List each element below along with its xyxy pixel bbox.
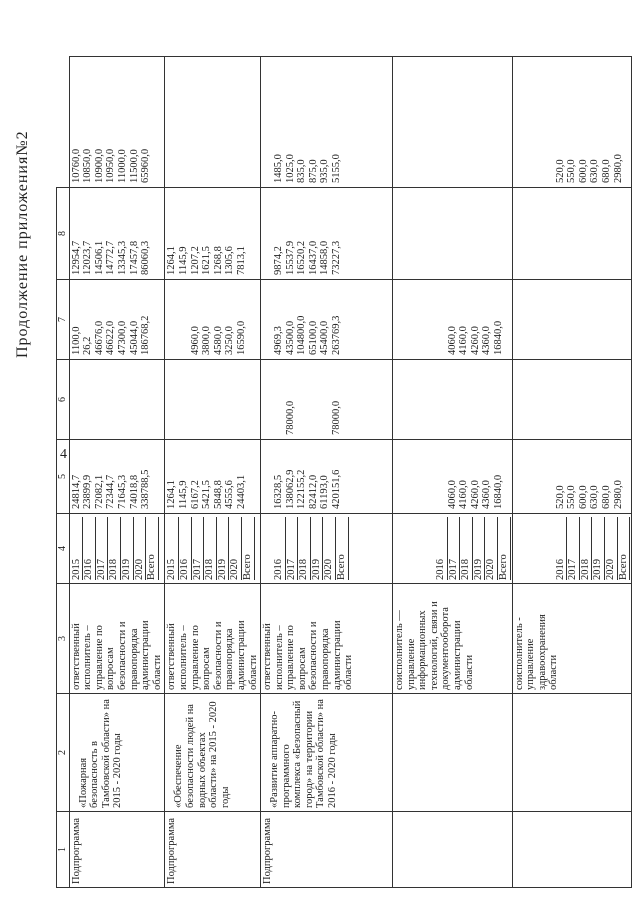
amount-cell <box>69 280 165 360</box>
year-label: 2017 <box>286 517 299 580</box>
amount-value: 1264,1 <box>166 480 178 509</box>
amount-cell <box>69 188 165 280</box>
program-row <box>512 57 632 888</box>
program-name <box>165 694 261 812</box>
executor <box>512 584 632 694</box>
year-label: 2019 <box>217 517 230 580</box>
year-label: Всего <box>618 517 631 580</box>
amount-value: 78000,0 <box>331 400 343 435</box>
executor <box>69 584 165 694</box>
amount-value: 420151,6 <box>331 469 343 509</box>
amount-value: 9874,2 <box>273 246 285 275</box>
executor <box>165 584 261 694</box>
amount-value: 338788,5 <box>140 469 152 509</box>
amount-value: 1025,0 <box>284 154 296 183</box>
year-label: 2017 <box>448 517 461 580</box>
amount-value: 4260,0 <box>469 326 481 355</box>
amount-value: 45400,0 <box>319 320 331 355</box>
amount-value: 72344,7 <box>105 474 117 509</box>
amount-value <box>296 363 308 435</box>
program-row <box>261 57 393 888</box>
program-type-text: Подпрограмма <box>262 817 274 884</box>
year-label: 2017 <box>567 517 580 580</box>
amount-value: 10950,0 <box>105 148 117 183</box>
amount-value <box>178 283 190 355</box>
program-name-text: «Пожарная безопасность в Тамбовской области» на 2015 - 2020 годы <box>77 699 124 808</box>
funding-table <box>56 56 632 888</box>
year-label: 2020 <box>605 517 618 580</box>
amount-value: 24814,7 <box>70 474 82 509</box>
amount-value: 6167,2 <box>189 480 201 509</box>
amount-cell <box>69 360 165 440</box>
program-name <box>69 694 165 812</box>
amount-cell <box>393 280 513 360</box>
column-number-row <box>57 57 70 888</box>
year-label: 2016 <box>83 517 96 580</box>
amount-value: 630,0 <box>589 159 601 183</box>
amount-cell <box>165 440 261 514</box>
amount-cell <box>393 360 513 440</box>
years-cell <box>165 514 261 584</box>
amount-value: 16840,0 <box>493 474 505 509</box>
program-name <box>393 694 513 812</box>
executor-text: ответственный исполнитель – управление по вопросам безопасности и правопорядка администрации области <box>262 620 355 690</box>
amount-cell <box>261 440 393 514</box>
program-type <box>261 812 393 888</box>
amount-value: 13345,3 <box>116 240 128 275</box>
amount-value: 550,0 <box>566 485 578 509</box>
amount-cell <box>69 57 165 188</box>
amount-value: 86060,3 <box>140 240 152 275</box>
year-label: 2020 <box>485 517 498 580</box>
amount-value <box>435 443 447 509</box>
years-cell <box>261 514 393 584</box>
year-label: 2016 <box>555 517 568 580</box>
amount-value: 520,0 <box>554 485 566 509</box>
amount-value: 680,0 <box>601 485 613 509</box>
amount-cell <box>261 57 393 188</box>
year-label: 2019 <box>473 517 486 580</box>
amount-cell <box>261 280 393 360</box>
amount-value: 26,2 <box>82 336 94 355</box>
amount-value: 4160,0 <box>458 326 470 355</box>
amount-value: 4060,0 <box>446 326 458 355</box>
amount-cell <box>165 188 261 280</box>
executor-text: ответственный исполнитель – управление по вопросам безопасности и правопорядка администрации области <box>166 620 259 690</box>
amount-value: 4060,0 <box>446 480 458 509</box>
amount-value: 5421,5 <box>201 480 213 509</box>
amount-cell <box>512 440 632 514</box>
amount-value: 45044,0 <box>128 320 140 355</box>
amount-value: 10900,0 <box>93 148 105 183</box>
amount-value: 520,0 <box>554 159 566 183</box>
executor <box>393 584 513 694</box>
amount-value: 5155,0 <box>331 154 343 183</box>
amount-value: 12954,7 <box>70 240 82 275</box>
column-header: 6 <box>57 360 70 440</box>
amount-value <box>319 363 331 435</box>
amount-value: 630,0 <box>589 485 601 509</box>
amount-value: 14506,1 <box>93 240 105 275</box>
amount-value: 43500,0 <box>284 320 296 355</box>
year-label: 2017 <box>96 517 109 580</box>
amount-value: 72082,1 <box>93 474 105 509</box>
amount-cell <box>393 440 513 514</box>
amount-value <box>435 283 447 355</box>
amount-value: 1264,1 <box>166 246 178 275</box>
amount-value: 122155,2 <box>296 469 308 509</box>
continuation-heading: Продолжение приложения№2 <box>14 130 31 358</box>
amount-value: 875,0 <box>307 159 319 183</box>
amount-value: 4580,0 <box>212 326 224 355</box>
column-header: 3 <box>57 584 70 694</box>
amount-value: 4260,0 <box>469 480 481 509</box>
program-name-text: «Развитие аппаратно-программного комплекса «Безопасный город» на территории Тамбовской области» на 2016 - 2020 годы <box>269 699 339 808</box>
amount-value: 3250,0 <box>224 326 236 355</box>
amount-value: 835,0 <box>296 159 308 183</box>
amount-value: 1621,5 <box>201 246 213 275</box>
year-label: 2019 <box>121 517 134 580</box>
amount-cell <box>393 57 513 188</box>
amount-value <box>273 363 285 435</box>
year-label: 2015 <box>71 517 84 580</box>
executor-text: ответственный исполнитель – управление по вопросам безопасности и правопорядка администрации области <box>70 620 163 690</box>
amount-value: 16520,2 <box>296 240 308 275</box>
program-type-text: Подпрограмма <box>166 817 178 884</box>
years-cell <box>393 514 513 584</box>
amount-cell <box>69 440 165 514</box>
amount-cell <box>165 57 261 188</box>
amount-value: 15537,9 <box>284 240 296 275</box>
program-row <box>69 57 165 888</box>
year-label: 2015 <box>166 517 179 580</box>
amount-value: 16437,0 <box>307 240 319 275</box>
year-label: 2016 <box>179 517 192 580</box>
amount-cell <box>165 280 261 360</box>
program-type <box>69 812 165 888</box>
amount-value: 4360,0 <box>481 326 493 355</box>
amount-value: 23899,9 <box>82 474 94 509</box>
amount-value: 61193,0 <box>319 475 331 509</box>
executor-text: соисполнитель — управление информационных технологий, связи и документооборота администрации области <box>394 601 475 690</box>
amount-value: 104800,0 <box>296 315 308 355</box>
amount-cell <box>261 188 393 280</box>
amount-cell <box>512 360 632 440</box>
year-label: 2019 <box>592 517 605 580</box>
amount-value: 1145,9 <box>177 246 189 275</box>
years-cell <box>69 514 165 584</box>
amount-value: 11000,0 <box>116 149 128 183</box>
amount-value: 1100,0 <box>70 326 82 355</box>
program-name-text: «Обеспечение безопасности людей на водных объектах области» на 2015 - 2020 годы <box>173 701 231 808</box>
year-label: 2018 <box>204 517 217 580</box>
amount-value: 550,0 <box>566 159 578 183</box>
amount-value: 4555,6 <box>224 480 236 509</box>
amount-value: 1207,2 <box>189 246 201 275</box>
program-type <box>393 812 513 888</box>
amount-cell <box>261 360 393 440</box>
amount-value: 73227,3 <box>331 240 343 275</box>
amount-value: 186768,2 <box>140 315 152 355</box>
amount-value: 4360,0 <box>481 480 493 509</box>
program-name <box>261 694 393 812</box>
amount-cell <box>512 280 632 360</box>
amount-value: 1485,0 <box>273 154 285 183</box>
year-label: Всего <box>336 517 349 580</box>
program-type-text: Подпрограмма <box>70 817 82 884</box>
amount-value: 600,0 <box>577 485 589 509</box>
column-header: 4 <box>57 514 70 584</box>
year-label: 2018 <box>108 517 121 580</box>
amount-value: 65100,0 <box>307 320 319 355</box>
year-label: 2018 <box>580 517 593 580</box>
amount-value: 47300,0 <box>116 320 128 355</box>
amount-cell <box>512 188 632 280</box>
amount-value: 1305,6 <box>224 246 236 275</box>
year-label: 2016 <box>435 517 448 580</box>
year-label: Всего <box>242 517 255 580</box>
executor <box>261 584 393 694</box>
amount-value: 74018,8 <box>128 474 140 509</box>
program-type <box>165 812 261 888</box>
amount-value: 17457,8 <box>128 240 140 275</box>
amount-value: 14772,7 <box>105 240 117 275</box>
year-label: 2018 <box>460 517 473 580</box>
amount-value: 3800,0 <box>201 326 213 355</box>
amount-value: 680,0 <box>601 159 613 183</box>
amount-value: 71645,3 <box>116 474 128 509</box>
amount-value: 4160,0 <box>458 480 470 509</box>
amount-cell <box>393 188 513 280</box>
program-row <box>393 57 513 888</box>
column-header: 5 <box>57 440 70 514</box>
executor-text: соисполнитель - управление здравоохранения области <box>513 614 560 690</box>
amount-value: 11500,0 <box>128 149 140 183</box>
amount-value: 1145,9 <box>177 480 189 509</box>
amount-value: 5848,8 <box>212 480 224 509</box>
year-label: Всего <box>498 517 511 580</box>
amount-value: 138062,9 <box>284 469 296 509</box>
amount-value: 16328,5 <box>273 474 285 509</box>
amount-value: 935,0 <box>319 159 331 183</box>
column-header: 2 <box>57 694 70 812</box>
amount-cell <box>165 360 261 440</box>
program-name <box>512 694 632 812</box>
years-cell <box>512 514 632 584</box>
year-label: 2016 <box>273 517 286 580</box>
amount-value: 14858,0 <box>319 240 331 275</box>
year-label: 2020 <box>134 517 147 580</box>
year-label: 2020 <box>323 517 336 580</box>
amount-cell <box>512 57 632 188</box>
amount-value: 16840,0 <box>493 320 505 355</box>
amount-value: 2980,0 <box>612 154 624 183</box>
amount-value: 82412,0 <box>307 474 319 509</box>
amount-value: 2980,0 <box>612 480 624 509</box>
amount-value: 65960,0 <box>140 148 152 183</box>
amount-value: 600,0 <box>577 159 589 183</box>
program-type <box>512 812 632 888</box>
program-row <box>165 57 261 888</box>
amount-value: 263769,3 <box>331 315 343 355</box>
rotated-page-content <box>12 48 632 888</box>
year-label: Всего <box>146 517 159 580</box>
column-header: 7 <box>57 280 70 360</box>
amount-value: 78000,0 <box>284 400 296 435</box>
page-number: 4 <box>60 447 67 462</box>
year-label: 2017 <box>192 517 205 580</box>
amount-value: 16590,0 <box>235 320 247 355</box>
column-header: 1 <box>57 812 70 888</box>
column-header: 8 <box>57 188 70 280</box>
year-label: 2020 <box>229 517 242 580</box>
year-label: 2018 <box>298 517 311 580</box>
year-label: 2019 <box>311 517 324 580</box>
amount-value: 7813,1 <box>235 246 247 275</box>
amount-value <box>166 283 178 355</box>
amount-value: 24403,1 <box>235 474 247 509</box>
amount-value: 10760,0 <box>70 148 82 183</box>
amount-value: 12023,7 <box>82 240 94 275</box>
amount-value <box>308 363 320 435</box>
amount-value: 4960,0 <box>189 326 201 355</box>
amount-value: 4969,3 <box>273 326 285 355</box>
amount-value: 46622,0 <box>105 320 117 355</box>
amount-value: 1268,8 <box>212 246 224 275</box>
amount-value: 10850,0 <box>82 148 94 183</box>
amount-value: 46676,0 <box>93 320 105 355</box>
